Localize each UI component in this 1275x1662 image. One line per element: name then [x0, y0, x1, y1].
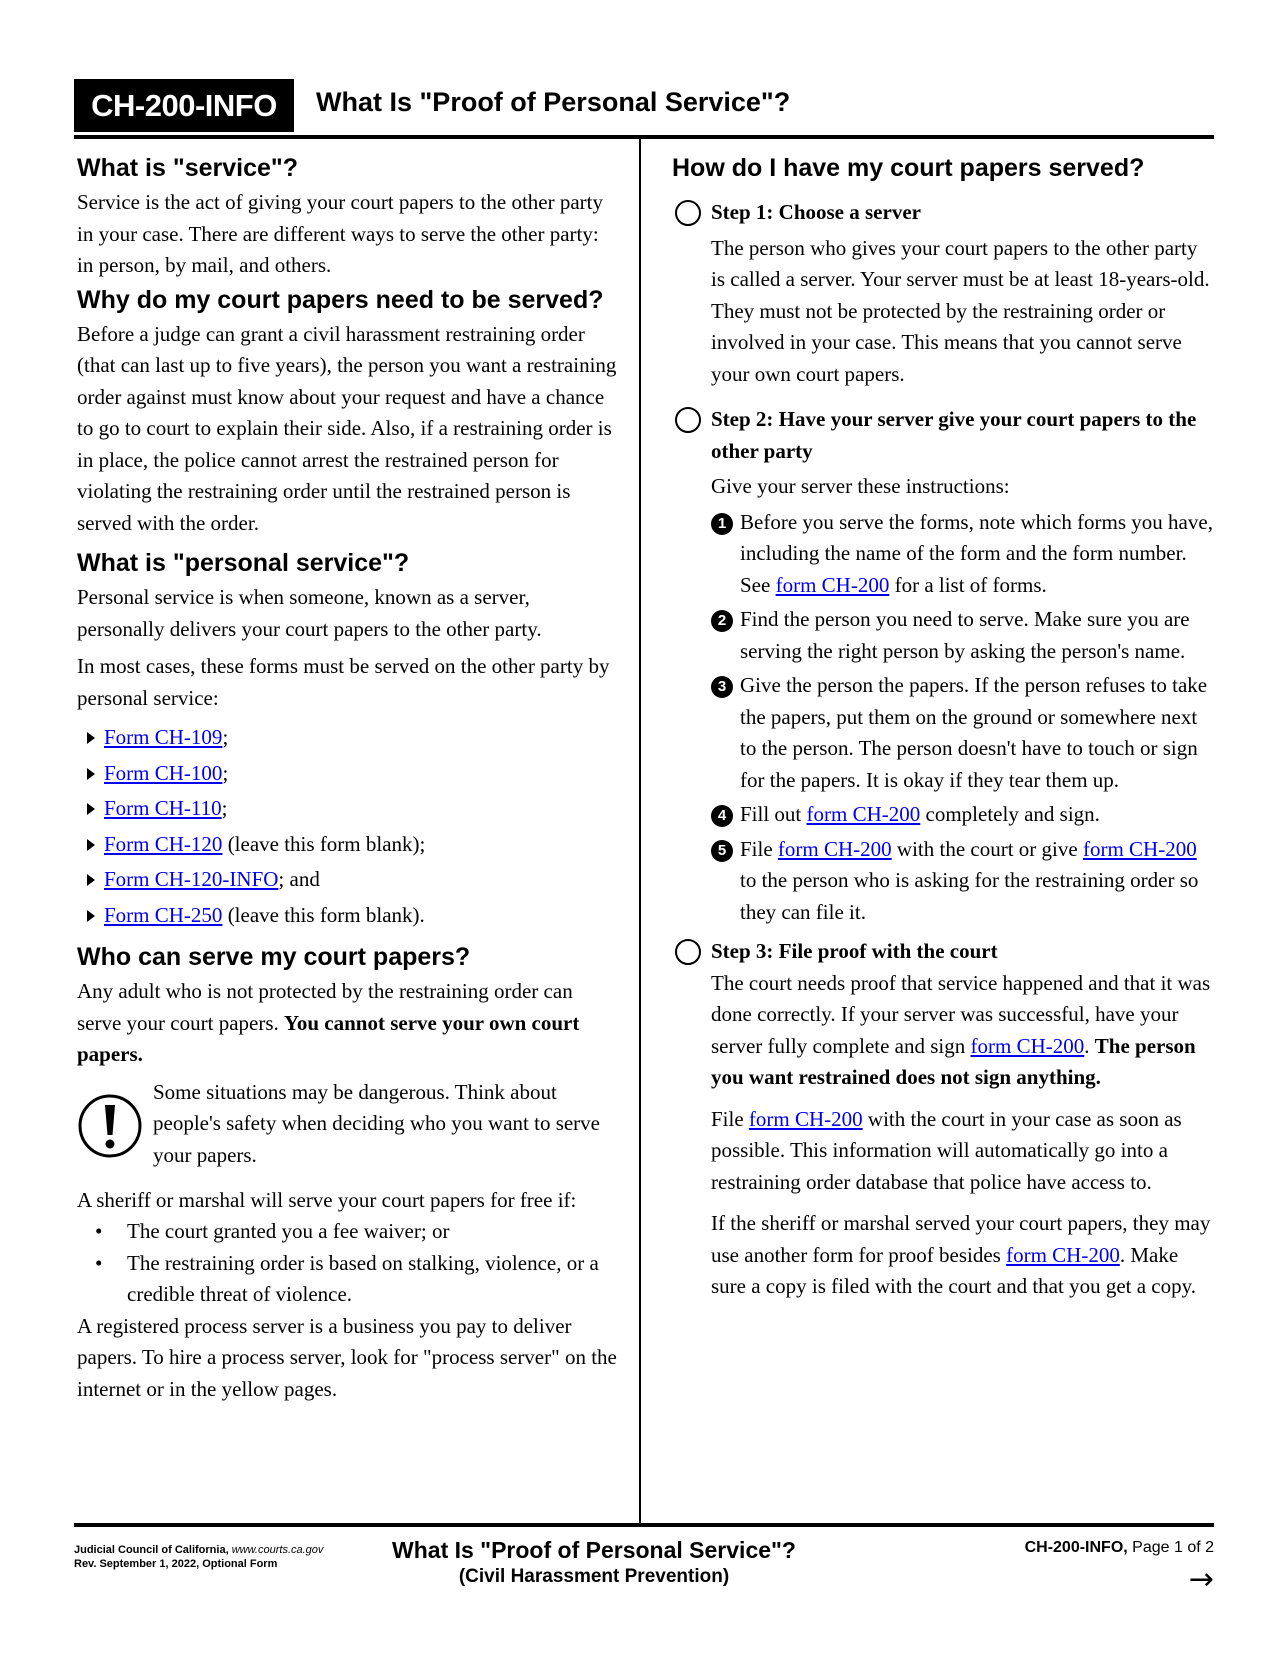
who-can-serve-text: Any adult who is not protected by the restraining order can serve your court papers.	[77, 979, 573, 1035]
form-link[interactable]: form CH-200	[748, 1106, 863, 1131]
form-link[interactable]: Form CH-120-INFO	[104, 867, 279, 891]
form-link[interactable]: form CH-200	[1006, 1242, 1120, 1267]
form-link[interactable]: Form CH-109	[104, 725, 223, 749]
step-text: The person who gives your court papers to the other party is called a server. Your server must be at least 18-years-old. They must not be protected by the restraining order or involved in your case. This means that you cannot serve your own court papers.	[711, 235, 1210, 386]
number-badge-icon: 5	[711, 840, 733, 862]
list-item-suffix: ;	[221, 796, 228, 820]
list-item	[711, 604, 1215, 667]
list-item	[711, 670, 1215, 796]
footer-source	[74, 1543, 323, 1571]
warning-text: Some situations may be dangerous. Think about people's safety when deciding who you want to serve your papers.	[153, 1079, 600, 1167]
section-text-why-served: Before a judge can grant a civil harassment restraining order (that can last up to five years), the person you want a restraining order against must know about your request and have a chance to go to court to explain their side. Also, if a restraining order is in place, the police cannot arrest the restrained person for violating the restraining order until the restrained person is served with the order.	[77, 321, 617, 535]
right-column	[672, 150, 1215, 1303]
section-text-forms-intro: In most cases, these forms must be served on the other party by personal service:	[77, 654, 610, 710]
instruction-text: completely and sign.	[920, 802, 1100, 826]
next-page-arrow-icon[interactable]: →	[1188, 1562, 1214, 1597]
section-heading-personal-service: What is "personal service"?	[77, 549, 410, 577]
section-heading-how-served: How do I have my court papers served?	[672, 154, 1145, 182]
instruction-text: for a list of forms.	[889, 572, 1047, 597]
step-text-part: . Make sure a copy is filed with the court and that you get a copy.	[711, 1242, 1196, 1298]
footer-page-info	[1025, 1539, 1214, 1557]
form-link[interactable]: Form CH-120	[104, 831, 223, 856]
form-link[interactable]: Form CH-250	[104, 902, 223, 927]
step-checkbox[interactable]	[675, 200, 701, 226]
step-2	[675, 404, 1215, 928]
instruction-text: Fill out	[740, 802, 807, 826]
step-text-bold: The person you want restrained does not sign anything.	[711, 1033, 1196, 1089]
step-3	[675, 936, 1215, 1303]
step-text	[711, 968, 1215, 1094]
page-title: What Is "Proof of Personal Service"?	[316, 87, 791, 117]
left-column	[77, 150, 617, 1405]
form-link[interactable]: form CH-200	[777, 836, 892, 861]
step-text-part: The court needs proof that service happened and that it was done correctly. If your server was successful, have your server fully complete and sign	[711, 970, 1211, 1058]
list-item: • The restraining order is based on stalking, violence, or a credible threat of violence.	[95, 1248, 617, 1311]
footer-site: www.courts.ca.gov	[231, 1544, 324, 1556]
step-text-part: If the sheriff or marshal served your court papers, they may use another form for proof besides	[711, 1211, 1211, 1267]
list-item	[87, 898, 617, 934]
forms-list	[77, 720, 617, 933]
step-text-part: with the court in your case as soon as possible. This information will automatically go into a restraining order database that police have access to.	[711, 1106, 1182, 1194]
step-title: Step 1: Choose a server	[711, 200, 921, 224]
step-text-part: .	[1084, 1033, 1095, 1058]
page-footer	[74, 1535, 1214, 1615]
list-item	[87, 720, 617, 756]
instruction-text: File	[740, 836, 778, 861]
page-number: Page 1 of 2	[1132, 1539, 1214, 1556]
form-link[interactable]: form CH-200	[775, 572, 890, 597]
step-checkbox[interactable]	[675, 407, 701, 433]
list-item-suffix: ; and	[278, 867, 320, 891]
instruction-text: Before you serve the forms, note which forms you have, including the name of the form and the form number. See	[740, 509, 1213, 597]
footer-subtitle: (Civil Harassment Prevention)	[458, 1566, 730, 1587]
list-item: • The court granted you a fee waiver; or	[95, 1216, 617, 1248]
section-text-service: Service is the act of giving your court papers to the other party in your case. There are different ways to serve the other party: in person, by mail, and others.	[77, 190, 604, 277]
number-badge-icon: 4	[711, 805, 733, 827]
list-item-suffix: (leave this form blank).	[222, 902, 425, 927]
instruction-text: to the person who is asking for the restraining order so they can file it.	[740, 868, 1199, 924]
form-link[interactable]: Form CH-100	[104, 760, 223, 785]
list-item	[87, 791, 617, 827]
sheriff-proof-text	[711, 1208, 1215, 1303]
list-item	[87, 827, 617, 863]
warning-callout	[77, 1077, 617, 1185]
file-proof-text	[711, 1104, 1215, 1199]
step-intro: Give your server these instructions:	[711, 474, 1010, 498]
number-badge-icon: 2	[711, 610, 733, 632]
exclamation-icon	[77, 1093, 143, 1159]
header-divider	[74, 135, 1214, 139]
list-item	[711, 507, 1215, 602]
instruction-text: Give the person the papers. If the person refuses to take the papers, put them on the ground or somewhere next to the person. The person doesn't have to touch or sign for the papers. It is okay if they tear them up.	[740, 673, 1208, 792]
form-id-badge: CH-200-INFO	[74, 79, 294, 132]
sheriff-text: A sheriff or marshal will serve your court papers for free if:	[77, 1187, 577, 1212]
section-heading-why-served: Why do my court papers need to be served?	[77, 285, 604, 314]
form-link[interactable]: Form CH-110	[104, 796, 222, 820]
step-checkbox[interactable]	[675, 939, 701, 965]
list-item-suffix: ;	[222, 725, 229, 749]
step-title: Step 2: Have your server give your court papers to the other party	[711, 407, 1197, 463]
section-text-personal-service: Personal service is when someone, known as a server, personally delivers your court papers to the other party.	[77, 585, 542, 641]
form-link[interactable]: form CH-200	[1082, 836, 1197, 861]
step-title: Step 3: File proof with the court	[711, 939, 998, 963]
number-badge-icon: 3	[711, 676, 733, 698]
section-heading-who-can-serve: Who can serve my court papers?	[77, 943, 471, 971]
section-text-who-can-serve	[77, 976, 617, 1071]
instruction-text: with the court or give	[891, 836, 1083, 861]
list-item	[87, 756, 617, 792]
step-text-part: File	[711, 1106, 749, 1131]
list-item	[711, 799, 1215, 831]
sheriff-conditions-list	[77, 1216, 617, 1311]
footer-title: What Is "Proof of Personal Service"?	[392, 1537, 796, 1563]
instructions-list	[711, 507, 1215, 929]
step-1	[675, 197, 1215, 390]
page-header	[74, 79, 1214, 133]
form-link[interactable]: form CH-200	[970, 1033, 1085, 1058]
list-item	[711, 834, 1215, 929]
list-item-suffix: (leave this form blank);	[222, 831, 426, 856]
list-item-suffix: ;	[222, 760, 229, 785]
column-divider	[639, 139, 641, 1523]
number-badge-icon: 1	[711, 513, 733, 535]
who-can-serve-bold: You cannot serve your own court papers.	[77, 1010, 580, 1066]
form-link[interactable]: form CH-200	[806, 802, 921, 826]
footer-form-id: CH-200-INFO,	[1024, 1539, 1128, 1556]
list-item	[87, 862, 617, 898]
footer-title-block	[384, 1535, 804, 1589]
section-heading-service: What is "service"?	[77, 154, 299, 182]
instruction-text: Find the person you need to serve. Make sure you are serving the right person by asking the person's name.	[740, 607, 1190, 663]
process-server-text: A registered process server is a business you pay to deliver papers. To hire a process server, look for "process server" on the internet or in the yellow pages.	[77, 1313, 617, 1401]
footer-revision: Rev. September 1, 2022, Optional Form	[74, 1558, 278, 1570]
footer-divider	[74, 1523, 1214, 1527]
footer-org: Judicial Council of California,	[74, 1544, 229, 1556]
